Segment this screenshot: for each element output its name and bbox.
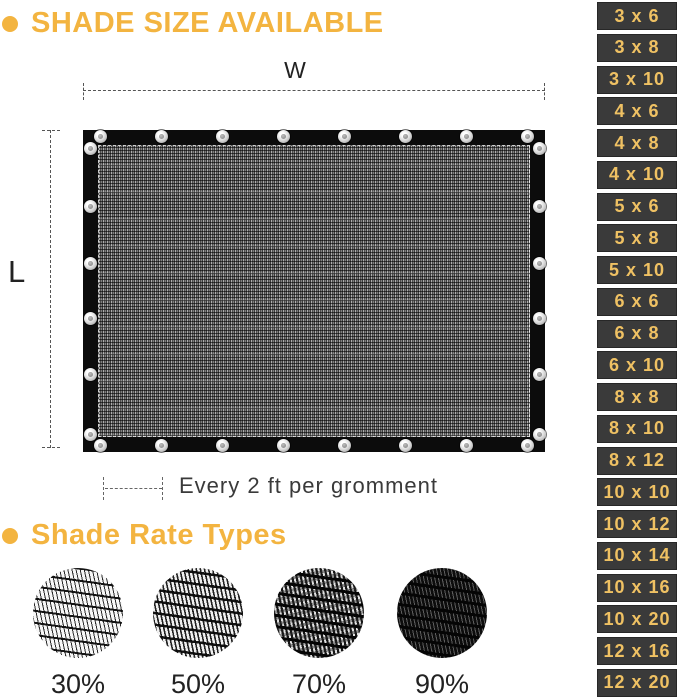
mesh-sample-90-icon <box>397 568 487 658</box>
size-option: 5 x 6 <box>597 193 677 221</box>
grommet-spacing-line <box>105 488 162 489</box>
shade-rate-label: 30% <box>50 669 106 698</box>
size-section-header <box>2 7 384 40</box>
size-option: 6 x 6 <box>597 288 677 316</box>
grommet-icon <box>84 312 97 325</box>
grommet-icon <box>277 130 290 143</box>
size-option: 3 x 6 <box>597 2 677 30</box>
shade-rate-item <box>274 568 364 698</box>
length-dimension-line <box>50 130 51 448</box>
mesh-sample-30-icon <box>33 568 123 658</box>
bullet-icon <box>2 528 18 544</box>
size-option: 10 x 12 <box>597 510 677 538</box>
grommet-icon <box>460 130 473 143</box>
grommet-icon <box>216 130 229 143</box>
shade-rate-label: 70% <box>291 669 347 698</box>
grommet-icon <box>84 428 97 441</box>
size-option: 5 x 8 <box>597 224 677 252</box>
grommet-icon <box>277 439 290 452</box>
shade-rate-item <box>33 568 123 698</box>
size-option: 4 x 8 <box>597 129 677 157</box>
length-dimension-label: L <box>8 254 26 289</box>
grommet-spacing-tick <box>162 477 163 500</box>
grommet-icon <box>533 142 546 155</box>
size-option: 12 x 16 <box>597 637 677 665</box>
grommet-icon <box>338 439 351 452</box>
grommet-note: Every 2 ft per gromment <box>179 473 438 498</box>
size-option: 6 x 10 <box>597 351 677 379</box>
size-option: 8 x 10 <box>597 415 677 443</box>
size-option: 10 x 16 <box>597 574 677 602</box>
size-option: 4 x 6 <box>597 97 677 125</box>
dimension-tick <box>42 130 60 131</box>
size-option: 5 x 10 <box>597 256 677 284</box>
mesh-sample-70-icon <box>274 568 364 658</box>
grommet-spacing-tick <box>103 477 104 500</box>
width-dimension-line <box>83 90 545 91</box>
grommet-icon <box>94 439 107 452</box>
size-option: 4 x 10 <box>597 161 677 189</box>
grommet-icon <box>460 439 473 452</box>
rate-section-header <box>2 519 287 552</box>
grommet-icon <box>533 368 546 381</box>
shade-rate-label: 50% <box>170 669 226 698</box>
grommet-icon <box>84 257 97 270</box>
width-dimension-label: W <box>284 57 306 83</box>
grommet-icon <box>155 130 168 143</box>
shade-rate-label: 90% <box>414 669 470 698</box>
size-option: 10 x 10 <box>597 478 677 506</box>
grommet-icon <box>533 257 546 270</box>
grommet-icon <box>521 130 534 143</box>
size-option: 10 x 14 <box>597 542 677 570</box>
grommet-icon <box>155 439 168 452</box>
grommet-icon <box>216 439 229 452</box>
grommet-icon <box>94 130 107 143</box>
grommet-icon <box>84 142 97 155</box>
size-section-title: SHADE SIZE AVAILABLE <box>31 7 384 39</box>
shade-rate-item <box>397 568 487 698</box>
size-option: 3 x 8 <box>597 34 677 62</box>
size-option: 6 x 8 <box>597 320 677 348</box>
bullet-icon <box>2 16 18 32</box>
shade-net-illustration <box>83 130 545 452</box>
shade-rate-item <box>153 568 243 698</box>
size-option: 3 x 10 <box>597 66 677 94</box>
grommet-icon <box>399 439 412 452</box>
grommet-icon <box>533 200 546 213</box>
grommet-icon <box>399 130 412 143</box>
dimension-tick <box>544 83 545 100</box>
grommet-icon <box>338 130 351 143</box>
size-option: 8 x 12 <box>597 447 677 475</box>
size-option: 8 x 8 <box>597 383 677 411</box>
grommet-icon <box>533 312 546 325</box>
grommet-icon <box>521 439 534 452</box>
dimension-tick <box>42 447 60 448</box>
rate-section-title: Shade Rate Types <box>31 519 287 551</box>
size-options-list <box>597 2 677 697</box>
shade-mesh-texture <box>98 145 530 437</box>
grommet-icon <box>84 200 97 213</box>
mesh-sample-50-icon <box>153 568 243 658</box>
grommet-icon <box>84 368 97 381</box>
size-option: 12 x 20 <box>597 669 677 697</box>
grommet-icon <box>533 428 546 441</box>
size-option: 10 x 20 <box>597 605 677 633</box>
dimension-tick <box>83 83 84 100</box>
